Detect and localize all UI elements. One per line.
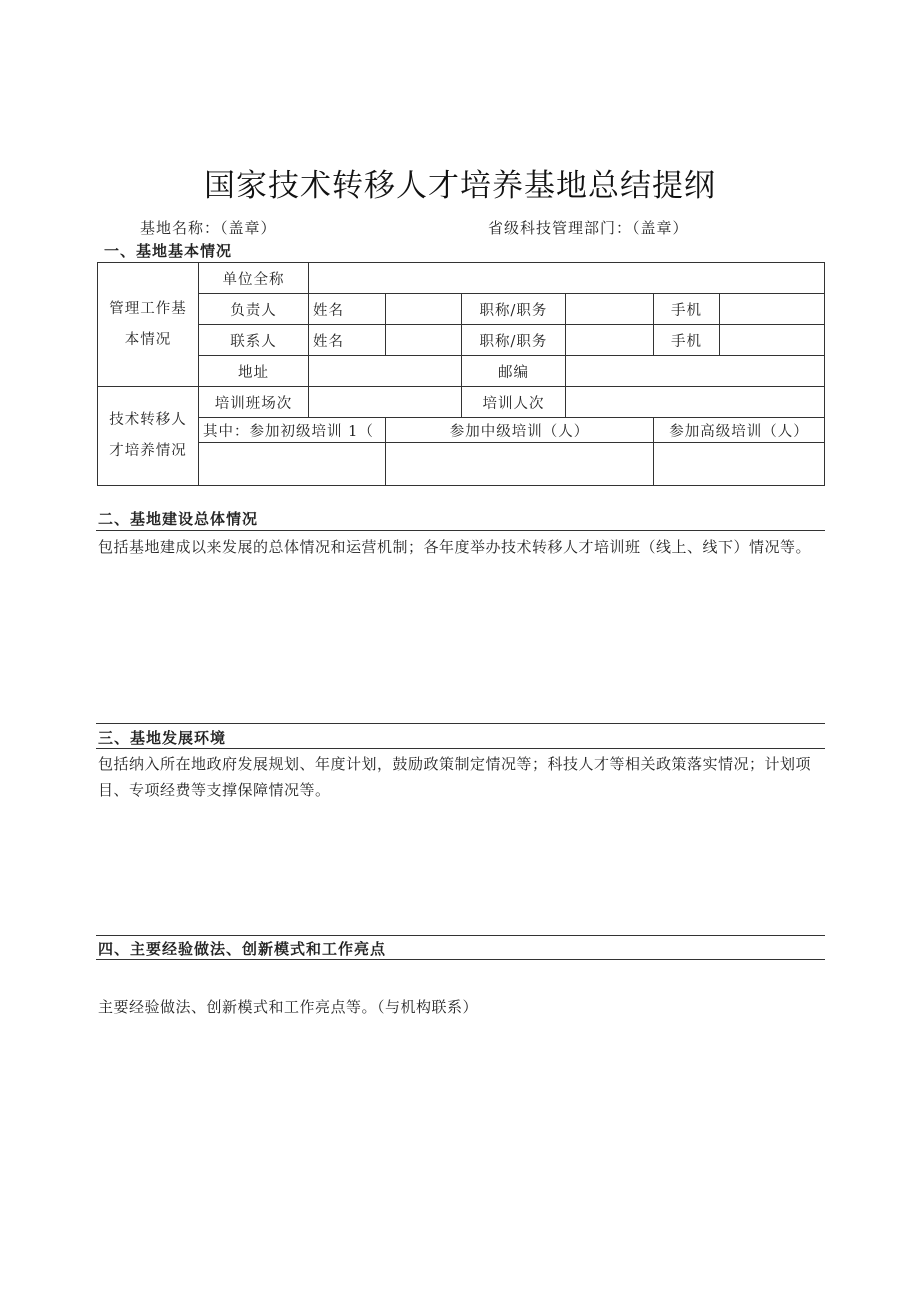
section-3-text: 包括纳入所在地政府发展规划、年度计划，鼓励政策制定情况等；科技人才等相关政策落实情况；计划项目、专项经费等支撑保障情况等。 (98, 755, 812, 799)
address-label: 地址 (199, 356, 309, 387)
contact-title-value[interactable] (566, 325, 654, 356)
intermediate-training-value[interactable] (386, 443, 654, 486)
trainees-value[interactable] (566, 387, 825, 418)
section-4-top-divider (96, 935, 825, 936)
section-2-heading: 二、基地建设总体情况 (98, 510, 259, 528)
primary-training-value[interactable] (199, 443, 386, 486)
province-dept-label: 省级科技管理部门：（盖章） (488, 219, 689, 237)
document-title: 国家技术转移人才培养基地总结提纲 (204, 168, 716, 204)
postcode-label: 邮编 (462, 356, 566, 387)
trainees-label: 培训人次 (462, 387, 566, 418)
sessions-label: 培训班场次 (199, 387, 309, 418)
section-2-divider (96, 530, 825, 531)
section-3-heading: 三、基地发展环境 (98, 729, 227, 747)
contact-name-value[interactable] (386, 325, 462, 356)
person-in-charge-mobile-value[interactable] (720, 294, 825, 325)
person-in-charge-mobile-label: 手机 (654, 294, 720, 325)
person-in-charge-name-label: 姓名 (309, 294, 386, 325)
section-2-text: 包括基地建成以来发展的总体情况和运营机制；各年度举办技术转移人才培训班（线上、线下）情况等。 (98, 538, 812, 556)
person-in-charge-name-value[interactable] (386, 294, 462, 325)
advanced-training-label: 参加高级培训（人） (654, 418, 825, 443)
contact-name-label: 姓名 (309, 325, 386, 356)
primary-training-label: 其中：参加初级培训 1（ (199, 418, 386, 443)
training-label: 技术转移人才培养情况 (109, 412, 187, 459)
contact-label: 联系人 (199, 325, 309, 356)
address-value[interactable] (309, 356, 462, 387)
section-4-divider (96, 959, 825, 960)
section-4-heading: 四、主要经验做法、创新模式和工作亮点 (98, 940, 387, 958)
mgmt-label-cell (98, 263, 199, 387)
intermediate-training-label: 参加中级培训（人） (386, 418, 654, 443)
advanced-training-value[interactable] (654, 443, 825, 486)
training-label-cell (98, 387, 199, 486)
section-4-text: 主要经验做法、创新模式和工作亮点等。（与机构联系） (98, 998, 479, 1016)
mgmt-label: 管理工作基本情况 (109, 300, 187, 348)
contact-mobile-value[interactable] (720, 325, 825, 356)
contact-mobile-label: 手机 (654, 325, 720, 356)
sessions-value[interactable] (309, 387, 462, 418)
section-3-divider (96, 748, 825, 749)
base-name-label: 基地名称：（盖章） (140, 219, 277, 237)
postcode-value[interactable] (566, 356, 825, 387)
person-in-charge-label: 负责人 (199, 294, 309, 325)
person-in-charge-title-label: 职称/职务 (462, 294, 566, 325)
contact-title-label: 职称/职务 (462, 325, 566, 356)
person-in-charge-title-value[interactable] (566, 294, 654, 325)
unit-full-name-value[interactable] (309, 263, 825, 294)
basic-info-table (97, 262, 825, 486)
unit-full-name-label: 单位全称 (199, 263, 309, 294)
section-1-heading: 一、基地基本情况 (104, 242, 233, 260)
section-3-top-divider (96, 723, 825, 724)
